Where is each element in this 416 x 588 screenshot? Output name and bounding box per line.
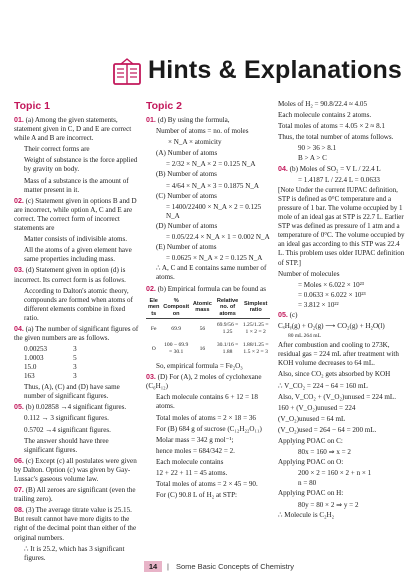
text-line: ∴ A, C and E contains same number of atoms. [156, 264, 267, 282]
equation: = 0.05/22.4 × N_A × 1 = 0.002 N_A [166, 233, 270, 242]
equation: = 0.0625 × N_A × 2 = 0.125 N_A [166, 254, 263, 263]
sig-fig-table [24, 345, 103, 381]
equation: = 2/32 × N_A × 2 = 0.125 N_A [166, 160, 256, 169]
text-line: × N_A × atomicity [168, 138, 222, 147]
text-line: Total moles of atoms = 2 × 18 = 36 [156, 413, 256, 422]
table-row: 15.0 3 [24, 363, 77, 372]
equation: 200 × 2 = 160 × 2 + n × 1 [298, 469, 372, 478]
text-line: Also, since CO₂ gets absorbed by KOH [278, 370, 391, 379]
answer-06: 06. (c) Except (c) all postulates were given by Dalton. Option (c) was given by Gay-Lussac's gaseous volume law. [14, 456, 137, 483]
text-line: Thus, (A), (C) and (D) have same number of significant figures. [24, 383, 120, 401]
topic2-heading: Topic 2 [146, 100, 182, 112]
text-line: Moles of H₂ = 90.8/22.4 ≈ 4.05 [278, 100, 367, 108]
text-line: ∴ It is 25.2, which has 3 significant figures. [24, 544, 125, 562]
text-line: For (C) 90.8 L of H₂ at STP: [156, 491, 238, 500]
answer-01: 01. (a) Among the given statements, statement given in C, D and E are correct while A and B are incorrect. [14, 116, 132, 143]
text-line: Matter consists of indivisible atoms. [24, 235, 128, 244]
text-line: (V_O₂)unused = 64 mL [278, 414, 346, 423]
table-row: 163 3 [24, 372, 77, 381]
text-line: 0.112 → 3 significant figures. [24, 414, 109, 423]
equation: = Moles × 6.022 × 10²³ [298, 280, 364, 289]
answer-03: 03. (d) Statement given in option (d) is incorrect. Its correct form is as follows. [14, 266, 126, 284]
reaction-volumes: 80 mL 264 mL [288, 333, 321, 340]
text-line: ∴ Molecule is C₂H₂ [278, 510, 335, 519]
answer-04: 04. (b) Moles of SO₂ = V L / 22.4 L [278, 164, 381, 173]
text-line: Applying POAC on O: [278, 458, 344, 467]
table-header-row: Ele men ts % Composit on Atomic mass Relative no. of atoms Simplest ratio [146, 297, 270, 319]
book-icon [112, 58, 142, 86]
text-line: ∴ V_CO₂ = 224 − 64 = 160 mL [278, 381, 368, 390]
text-line: According to Dalton's atomic theory, compounds are formed when atoms of different elements combine in fixed ratio. [24, 286, 133, 322]
table-row: Fe 69.9 56 69.9/56 = 1.25 1.25/1.25 = 1 × 2 = 2 [150, 322, 269, 336]
text-line: Each molecule contains 6 + 12 = 18 atoms. [156, 393, 258, 411]
column-topic2 [146, 100, 271, 520]
page-number: 14 [144, 561, 162, 572]
answer-08: 08. (3) The average titrate value is 25.15. But result cannot have more digits to the right of the decimal point than either of the original numbers. [14, 506, 137, 542]
text-line: Thus, the total number of atoms follows. [278, 133, 394, 142]
equation: = 0.0633 × 6.022 × 10²³ [298, 290, 366, 299]
text-line: Their correct forms are [24, 145, 90, 154]
page-footer [0, 561, 416, 573]
equation: = 3.812 × 10²² [298, 300, 339, 309]
text-line: All the atoms of a given element have same properties including mass. [24, 246, 132, 264]
text-line: Weight of substance is the force applied by gravity on body. [24, 156, 138, 174]
chapter-title: Some Basic Concepts of Chemistry [176, 562, 294, 571]
text-line: (A) Number of atoms [156, 149, 218, 158]
equation: n = 80 [298, 479, 317, 488]
table-row: O 100 − 69.9 = 30.1 16 30.1/16 = 1.88 1.88/1.25 = 1.5 × 2 = 3 [151, 342, 269, 356]
answer-02: 02. (c) Statement given in options B and D are incorrect, while option A, C and E are correct. The correct form of incorrect statements are [14, 196, 137, 233]
equation: B > A > C [298, 154, 327, 163]
column-topic1 [14, 100, 139, 562]
equation: = 1.4187 L / 22.4 L = 0.0633 [298, 175, 380, 184]
column-continued [278, 100, 406, 519]
answer-01: 01. (d) By using the formula, [146, 116, 230, 124]
text-line: For (B) 684 g of sucrose (C₁₂H₂₂O₁₁) [156, 424, 262, 433]
text-line: Each molecule contains 2 atoms. [278, 111, 372, 120]
equation: 80x = 160 ⇒ x = 2 [298, 448, 351, 457]
text-line: hence moles = 684/342 = 2. [156, 446, 235, 455]
text-line: (V_O₂)used = 264 − 64 = 200 mL. [278, 425, 377, 434]
text-line: Mass of a substance is the amount of matter present in it. [24, 176, 129, 194]
table-row: 1.0003 5 [24, 354, 77, 363]
text-line: (C) Number of atoms [156, 191, 217, 200]
text-line: Applying POAC on H: [278, 489, 344, 498]
text-line: (D) Number of atoms [156, 221, 218, 230]
reaction-equation: CₓHᵧ(g) + O₂(g) ⟶ CO₂(g) + H₂O(l) [278, 322, 385, 331]
table-row: 0.00253 3 [24, 345, 77, 354]
text-line: Number of atoms = no. of moles [156, 127, 249, 136]
topic1-heading: Topic 1 [14, 100, 50, 112]
text-line: 12 + 22 + 11 = 45 atoms. [156, 469, 228, 478]
text-line: 160 + (V_O₂)unused = 224 [278, 403, 356, 412]
answer-02: 02. (b) Empirical formula can be found as [146, 284, 266, 293]
text-line: Total moles of atoms = 2 × 45 = 90. [156, 480, 258, 489]
text-line: Applying POAC on C: [278, 437, 343, 445]
equation: 80y = 80 × 2 ⇒ y = 2 [298, 500, 359, 509]
text-line: Also, V_CO₂ + (V_O₂)unused = 224 mL. [278, 392, 397, 401]
equation: = 1400/22400 × N_A × 2 = 0.125 N_A [166, 202, 262, 220]
text-line: Molar mass = 342 g mol⁻¹; [156, 435, 234, 444]
answer-04: 04. (a) The number of significant figures of the given numbers are as follows. [14, 324, 139, 343]
equation: 90 > 36 > 8.1 [298, 144, 337, 153]
answer-03: 03. (D) For (A), 2 moles of cyclohexane (C₆H₁₂) [146, 373, 262, 391]
text-line: So, empirical formula = Fe₂O₃ [156, 362, 243, 371]
answer-07: 07. (B) All zeroes are significant (even the trailing zero). [14, 486, 136, 504]
text-line: The answer should have three significant figures. [24, 436, 109, 454]
text-line: Each molecule contains [156, 457, 224, 466]
text-line: Total moles of atoms = 4.05 × 2 ≈ 8.1 [278, 122, 385, 131]
text-line: Number of molecules [278, 269, 340, 278]
answer-05: 05. (c) [278, 310, 298, 319]
page-title: Hints & Explanations [148, 56, 403, 84]
footer-divider: | [167, 562, 169, 571]
page-header [0, 52, 416, 92]
text-line: After combustion and cooling to 273K, residual gas = 224 mL after treatment with KOH volume decreases to 64 mL. [278, 341, 399, 368]
text-line: (E) Number of atoms [156, 243, 217, 252]
text-line: (B) Number of atoms [156, 170, 217, 179]
iupac-note: [Note Under the current IUPAC definition, STP is defined as 0°C temperature and a pressure of 1 bar. The volume occupied by 1 mole of an ideal gas at STP is 22.7 L. Earlier STP was defined as pressure of 1 atm and a temperature of 0°C. The volume occupied by an ideal gas according to this STP was 22.4 L. This problem uses older IUPAC definition of STP.] [278, 185, 405, 267]
text-line: 0.5702 →4 significant figures. [24, 425, 111, 434]
answer-05: 05. (b) 0.02858 →4 significant figures. [14, 403, 127, 412]
empirical-formula-table [146, 297, 270, 360]
equation: = 4/64 × N_A × 3 = 0.1875 N_A [166, 181, 260, 190]
